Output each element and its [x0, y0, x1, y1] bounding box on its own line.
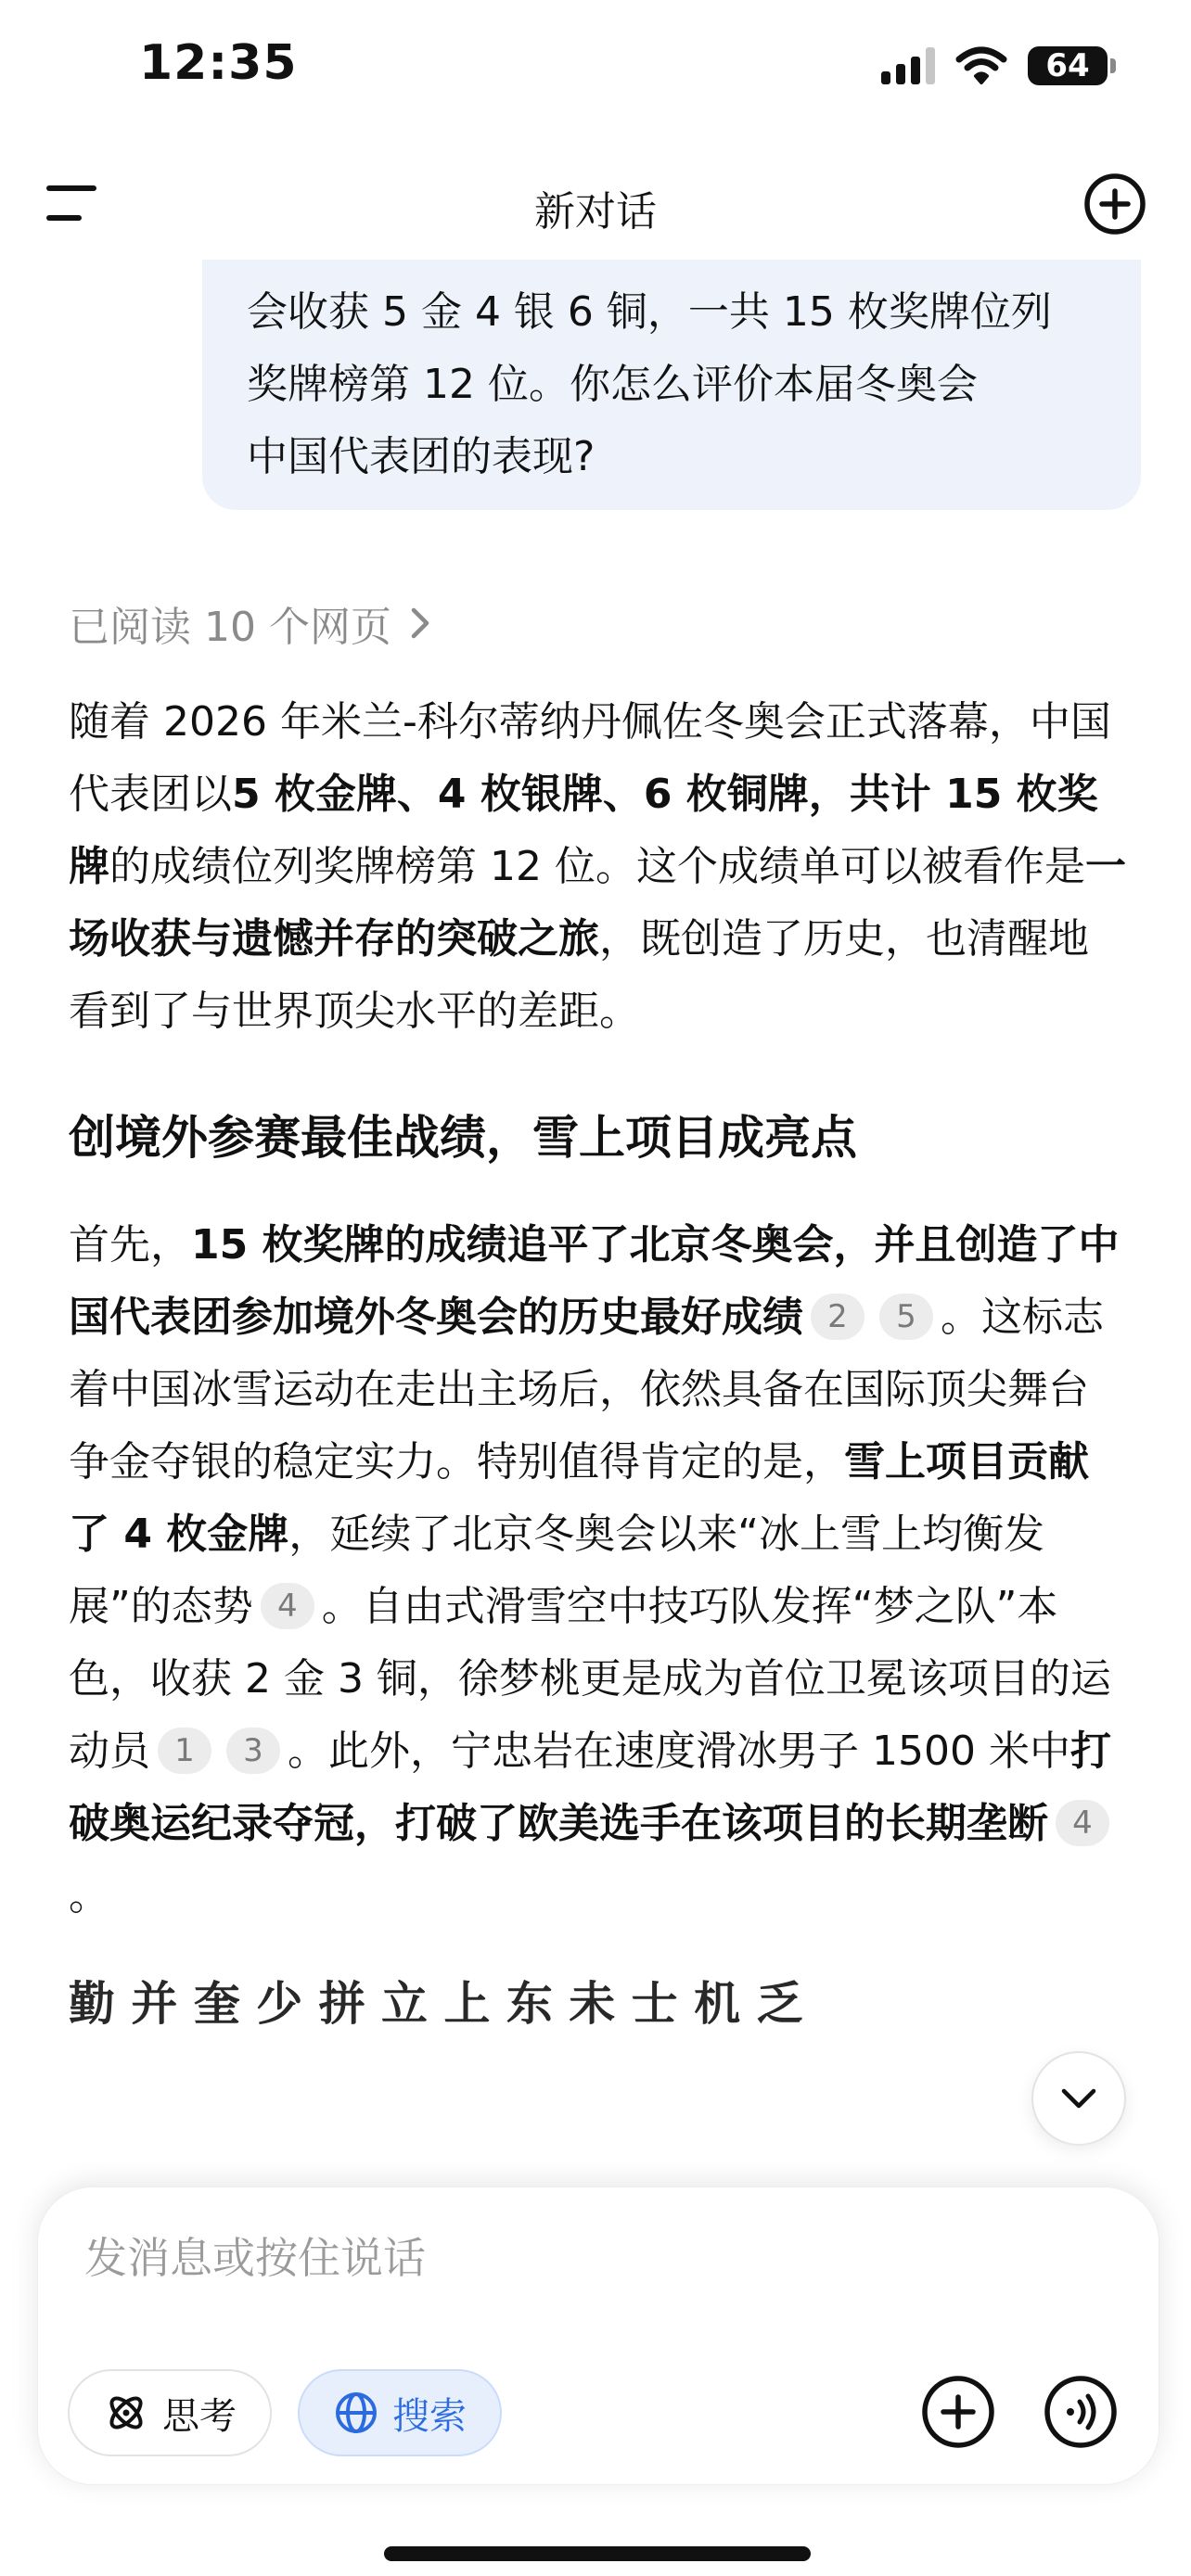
read-pages-label: 已阅读 10 个网页 — [69, 604, 391, 651]
status-time: 12:35 — [139, 35, 298, 91]
section-text: ，延续了北京冬奥会以来“冰上雪上均衡发展”的态势 — [69, 1511, 1045, 1630]
chevron-right-icon — [408, 605, 434, 642]
section-text: 。 — [69, 1872, 109, 1919]
think-label: 思考 — [162, 2394, 237, 2438]
message-input[interactable] — [84, 2221, 1105, 2295]
think-toggle-button[interactable] — [68, 2369, 272, 2456]
scroll-down-button[interactable] — [1031, 2051, 1126, 2146]
next-section-heading-partial: 勤 并 奎 少 拼 立 上 东 未 士 机 乏 — [69, 1977, 803, 2031]
wifi-icon — [955, 46, 1007, 85]
section-bold: 打破奥运纪录夺冠，打破了欧美选手在该项目的长期垄断 — [69, 1728, 1111, 1847]
section-bold: 雪上项目贡献了 4 枚金牌 — [69, 1438, 1089, 1558]
intro-bold: 一场收获与遗憾并存的突破之旅 — [69, 843, 1126, 963]
search-toggle-button[interactable] — [298, 2369, 502, 2456]
section-bold: 15 枚奖牌的成绩追平了北京冬奥会，并且创造了中国代表团参加境外冬奥会的历史最好成绩 — [69, 1221, 1120, 1341]
user-message-bubble — [202, 260, 1141, 510]
home-indicator — [384, 2546, 811, 2561]
search-label: 搜索 — [392, 2394, 467, 2438]
voice-wave-icon[interactable] — [1042, 2373, 1120, 2451]
section-text: 。这标志着中国冰雪运动在走出主场后，依然具备在国际顶尖舞台争金夺银的稳定实力。特别值得肯定的是， — [69, 1294, 1104, 1486]
citation-badge[interactable]: 2 — [811, 1294, 864, 1340]
user-message-line: 奖牌榜第 12 位。你怎么评价本届冬奥会 — [247, 361, 978, 408]
read-pages-link[interactable] — [69, 593, 434, 653]
section-text: 。此外，宁忠岩在速度滑冰男子 1500 米中 — [288, 1728, 1070, 1775]
top-nav — [0, 158, 1191, 250]
page-title: 新对话 — [534, 188, 657, 236]
message-composer — [37, 2187, 1159, 2485]
intro-text: 随着 2026 年米兰-科尔蒂纳丹佩佐冬奥会正式落幕，中国代表团以 — [69, 698, 1111, 818]
citation-badge[interactable]: 4 — [1056, 1800, 1109, 1846]
user-message-line: 会收获 5 金 4 银 6 铜，一共 15 枚奖牌位列 — [247, 288, 1052, 336]
globe-icon — [333, 2390, 379, 2436]
intro-text: 的成绩位列奖牌榜第 12 位。这个成绩单可以被看作是 — [109, 843, 1085, 890]
intro-bold: 5 枚金牌、4 枚银牌、6 枚铜牌，共计 15 枚奖牌 — [69, 771, 1098, 890]
assistant-answer — [69, 686, 1126, 2040]
atom-icon — [103, 2390, 149, 2436]
intro-text: ，既创造了历史，也清醒地看到了与世界顶尖水平的差距。 — [69, 915, 1089, 1035]
citation-badge[interactable]: 4 — [261, 1583, 314, 1629]
user-message-line: 中国代表团的表现? — [247, 433, 596, 480]
citation-badge[interactable]: 3 — [226, 1728, 280, 1774]
chevron-down-icon — [1058, 2085, 1099, 2112]
section-heading: 创境外参赛最佳战绩，雪上项目成亮点 — [69, 1111, 857, 1165]
section-text: 。自由式滑雪空中技巧队发挥“梦之队”本色，收获 2 金 3 铜，徐梦桃更是成为首位卫冕该项目的运动员 — [69, 1583, 1111, 1775]
attach-plus-circle-icon[interactable] — [919, 2373, 997, 2451]
cellular-signal-icon — [881, 47, 935, 84]
battery-icon: 64 — [1028, 46, 1108, 85]
section-text: 首先， — [69, 1221, 191, 1269]
new-chat-plus-circle-icon[interactable] — [1082, 171, 1148, 237]
section-paragraph — [69, 1209, 1126, 1932]
status-icons — [881, 46, 1108, 85]
answer-intro — [69, 686, 1126, 1048]
citation-badge[interactable]: 5 — [879, 1294, 933, 1340]
citation-badge[interactable]: 1 — [158, 1728, 211, 1774]
